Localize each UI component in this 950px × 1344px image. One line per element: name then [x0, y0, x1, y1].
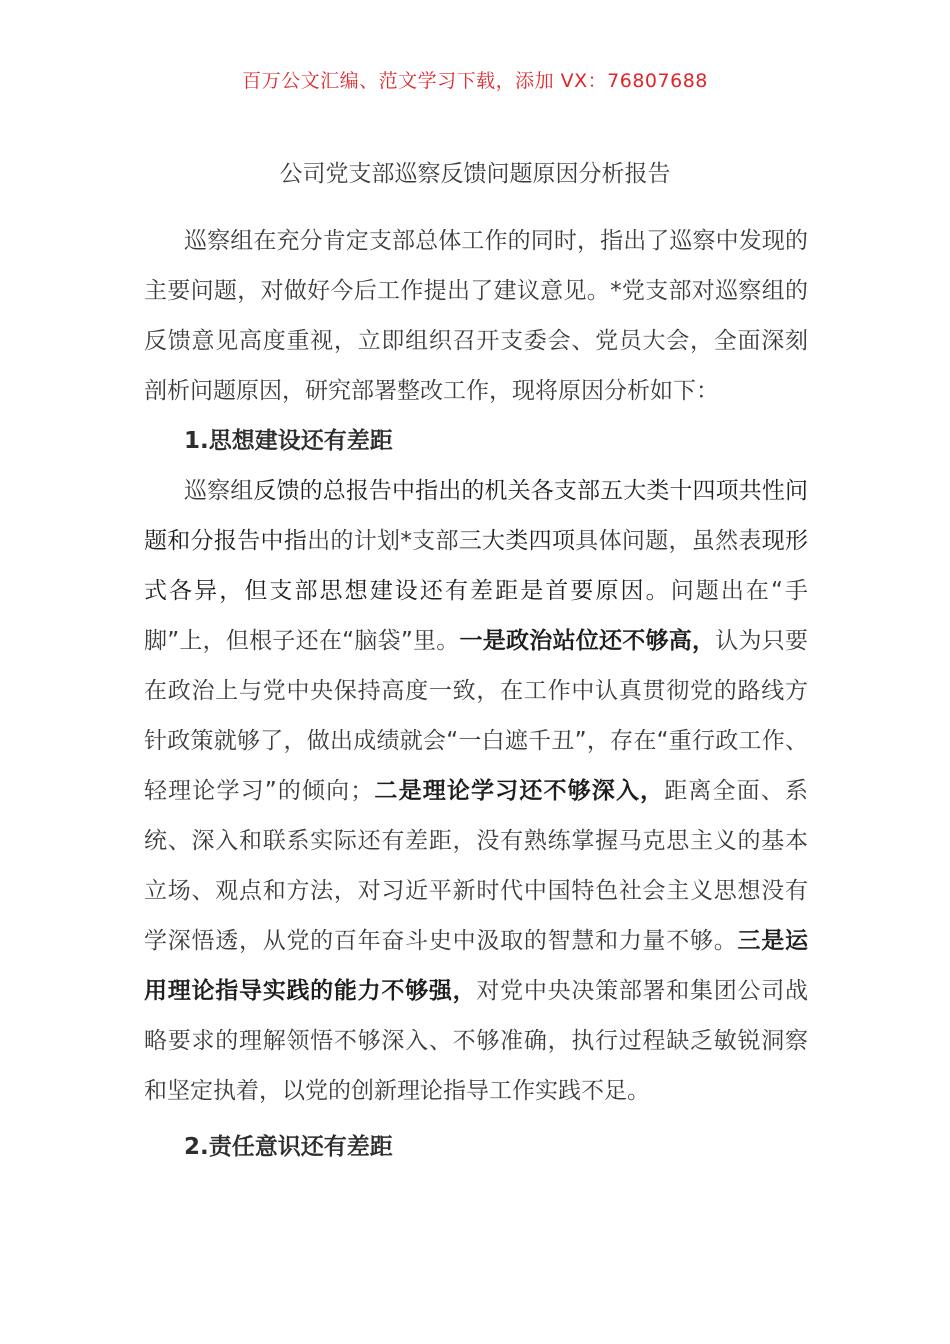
section-1-text-e: 具体问题，虽然表: [575, 528, 762, 554]
section-1-text-a: 巡察组: [184, 478, 254, 504]
section-1-heading: 1.思想建设还有差距: [184, 428, 393, 454]
point-1-text: 认为只要在政治上与党中央保持高度一致，在工作中认真贯彻党的路线方针政策就够了，做出成绩就会“一白遮千丑”，存在“重行政工作、轻理论学习”的倾向；: [144, 628, 808, 804]
document-body: [144, 216, 808, 1172]
section-2-heading: 2.责任意识还有差距: [184, 1134, 393, 1160]
section-1-text-b: 反馈的总报告中指出的机关各支部五大类十四项共性问题和分报告中指: [144, 478, 809, 554]
point-2-label: 二是理论学习还不够深入，: [373, 778, 665, 804]
section-1-text-g: 问题出在“手脚”上，但根子还在“脑袋”里。: [144, 578, 809, 654]
section-1-paragraph: [144, 466, 808, 1116]
point-2-text: 距离全面、系统、深入和联系实际还有差距，没有熟练掌握马克思主义的基本立场、观点和方法，对习近平新时代中国特色社会主义思想没有学深悟透，从党的百年奋斗史中汲取的智慧和力量不够。: [144, 778, 809, 954]
document-title: 公司党支部巡察反馈问题原因分析报告: [279, 161, 671, 187]
section-1-text-d: 三大类四项: [458, 528, 576, 554]
intro-paragraph: 巡察组在充分肯定支部总体工作的同时，指出了巡察中发现的主要问题，对做好今后工作提出了建议意见。*党支部对巡察组的反馈意见高度重视，立即组织召开支委会、党员大会，全面深刻剖析问题原因，研究部署整改工作，现将原因分析如下：: [144, 228, 808, 404]
point-1-label: 一是政治站位还不够高，: [459, 628, 716, 654]
section-1-text-c: 出的计划*支部: [307, 528, 459, 554]
point-3-text: 对党中央决策部署和集团公司战略要求的理解领悟不够深入、不够准确，执行过程缺乏敏锐洞察和坚定执着，以党的创新理论指导工作实践不足。: [144, 978, 809, 1104]
point-3-label: 三是运用理论指导实践的能力不够强，: [144, 928, 809, 1004]
section-1-text-f: 现形式各异，但支部思想建设还有差距是首要原因。: [144, 528, 809, 604]
watermark-header: 百万公文汇编、范文学习下载，添加 VX：76807688: [242, 70, 708, 92]
